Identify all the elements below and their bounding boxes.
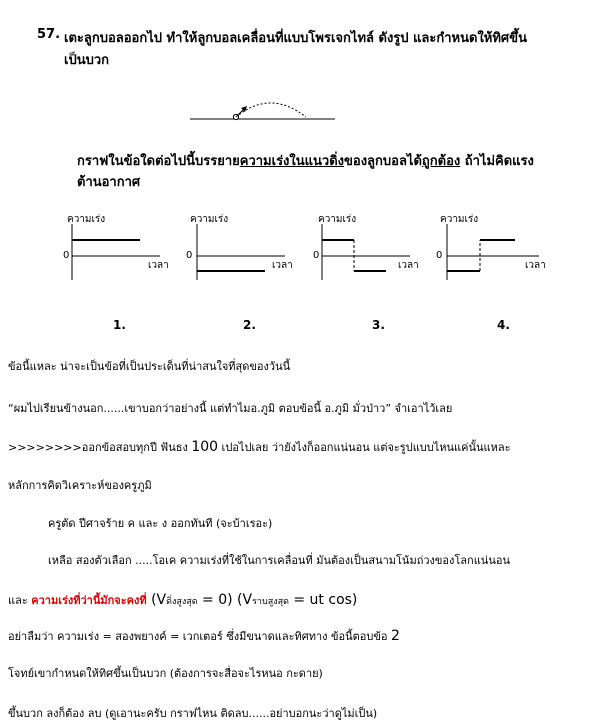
graph2-ylabel: ความเร่ง — [190, 214, 229, 225]
graph3-ylabel: ความเร่ง — [318, 214, 357, 225]
graph1-ylabel: ความเร่ง — [67, 214, 106, 225]
graph1-origin: 0 — [63, 250, 70, 261]
graph4-ylabel: ความเร่ง — [440, 214, 479, 225]
explanation-p9: โจทย์เขากำหนดให้ทิศขึ้นเป็นบวก (ต้องการจะสื่อจะไรหนอ กะดาย) — [8, 667, 323, 680]
explanation-p3-prefix: >>>>>>>>ออกข้อสอบทุกปี ฟันธง — [8, 441, 192, 454]
choice-2: 2. — [243, 318, 256, 332]
graph3-plot — [310, 222, 415, 282]
explanation-p7-sub2: ราบสูงสุด — [252, 597, 289, 607]
choice-1: 1. — [113, 318, 126, 332]
graph4-xlabel: เวลา — [525, 260, 546, 271]
explanation-p7-red: ความเร่งที่ว่านี้มักจะคงที่ — [31, 594, 147, 607]
choice-4: 4. — [497, 318, 510, 332]
prompt-text-3: ถ้าไม่คิดแรง — [460, 154, 534, 169]
explanation-p1: ข้อนี้แหละ น่าจะเป็นข้อที่เป็นประเด็นที่น่าสนใจที่สุดของวันนี้ — [8, 360, 291, 373]
explanation-p4: หลักการคิดวิเคราะห์ของครูภูมิ — [8, 479, 152, 492]
graph2-origin: 0 — [186, 250, 193, 261]
choice-3: 3. — [372, 318, 385, 332]
graph3-origin: 0 — [313, 250, 320, 261]
question-line-1: เตะลูกบอลออกไป ทำให้ลูกบอลเคลื่อนที่แบบโพรเจกไทล์ ดังรูป และกำหนดให้ทิศขึ้น — [64, 31, 527, 46]
explanation-p7-prefix: และ — [8, 594, 32, 607]
explanation-p6: เหลือ สองตัวเลือก .....โอเค ความเร่งที่ใช้ในการเคลื่อนที่ มันต้องเป็นสนามโน้มถ่วงของโลกแน่นอน — [48, 554, 510, 567]
question-line-2: เป็นบวก — [64, 53, 110, 68]
prompt-line-1 — [77, 150, 534, 171]
graph2-xlabel: เวลา — [272, 260, 293, 271]
prompt-text-2: ของลูกบอลได้ — [344, 154, 422, 169]
explanation-p5: ครูตัด ปีศาจร้าย ค และ ง ออกทันที (จะบ้าเรอะ) — [48, 517, 273, 530]
projectile-diagram — [190, 95, 340, 125]
explanation-p8 — [8, 627, 400, 645]
explanation-p3-suffix: เปอไปเลย ว่ายังไงก็ออกแน่นอน แต่จะรูปแบบไหนแค่นั้นแหละ — [218, 441, 511, 454]
explanation-p7-part2: = 0) (V — [197, 592, 253, 608]
explanation-p10: ขึ้นบวก ลงก็ต้อง ลบ (ดูเอานะครับ กราฟไหน ติดลบ......อย่าบอกนะว่าดูไม่เป็น) — [8, 707, 378, 720]
graph1-xlabel: เวลา — [148, 260, 169, 271]
graph4-plot — [435, 222, 545, 282]
prompt-text-1: กราฟในข้อใดต่อไปนี้บรรยาย — [77, 154, 240, 169]
prompt-line-2: ต้านอากาศ — [77, 175, 141, 190]
explanation-p7-sub1: ดิ่งสูงสุด — [166, 597, 198, 607]
trajectory-path — [236, 103, 306, 117]
prompt-underline-1: ความเร่งในแนวดิ่ง — [239, 154, 344, 169]
explanation-p7-part1: (V — [146, 592, 167, 608]
explanation-p7 — [8, 591, 357, 609]
explanation-p3 — [8, 438, 511, 456]
question-number: 57. — [37, 27, 61, 42]
graph1-plot — [60, 222, 165, 282]
explanation-p8-number: 2 — [391, 628, 400, 644]
graph2-plot — [185, 222, 290, 282]
explanation-p3-number: 100 — [191, 439, 219, 455]
prompt-underline-2: ถูกต้อง — [421, 154, 461, 169]
explanation-p2: “ผมไปเรียนข้างนอก......เขาบอกว่าอย่างนี้ แต่ทำไมอ.ภูมิ ตอบข้อนี้ อ.ภูมิ มั่วป่าว” จำเอาไว้เลย — [8, 402, 453, 415]
graph4-origin: 0 — [436, 250, 443, 261]
explanation-p8-prefix: อย่าลืมว่า ความเร่ง = สองพยางค์ = เวกเตอร์ ซึ่งมีขนาดและทิศทาง ข้อนี้ตอบข้อ — [8, 630, 392, 643]
graph3-xlabel: เวลา — [398, 260, 419, 271]
explanation-p7-part3: = ut cos) — [288, 592, 358, 608]
